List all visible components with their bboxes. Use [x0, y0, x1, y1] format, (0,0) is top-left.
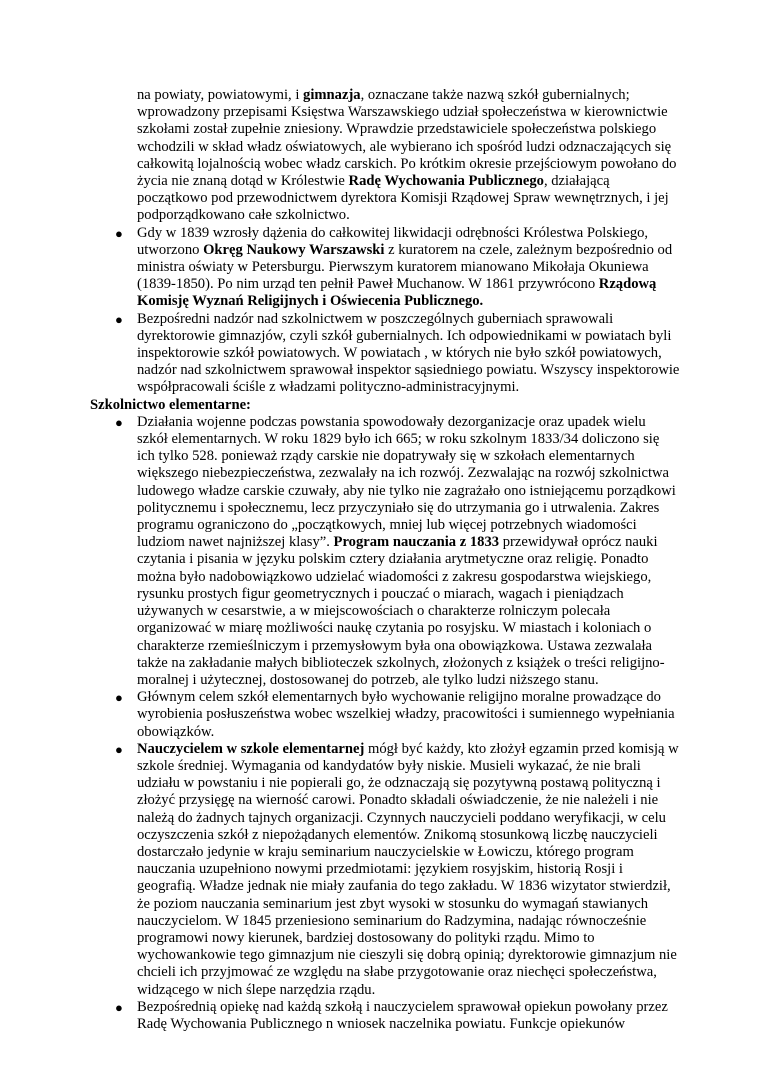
text-run: , oznaczane także nazwą szkół gubernialnych; wprowadzony przepisami Księstwa Warszawskiego udział społeczeństwa w kierownictwie szkołami został zupełnie zniesiony. Wprawdzie przedstawiciele społeczeństwa polskiego wchodzili w skład władz oświatowych, ale wybierano ich spośród ludzi odznaczających się całkowitą lojalnością wobec władz carskich. Po krótkim okresie przejściowym powołano do życia nie znaną dotąd w Królestwie — [137, 87, 677, 190]
text-run: Działania wojenne podczas powstania spowodowały dezorganizacje oraz upadek wielu szkół elementarnych. W roku 1829 było ich 665; w roku szkolnym 1833/34 doliczono się ich tylko 528. ponieważ rządy carskie nie dopatrywały się w szkołach elementarnych większego niebezpieczeństwa, zezwalały na ich rozwój. Zezwalając na rozwój szkolnictwa ludowego władze carskie czuwały, aby nie tylko nie zagrażało ono istniejącemu porządkowi politycznemu i społecznemu, lecz przyczyniało się do utrzymania go i utrwalenia. Zakres programu ograniczono do „początkowych, mniej lub więcej potrzebnych wiadomości ludziom nawet najniższej klasy”. — [137, 413, 676, 551]
bullet-list-administration — [90, 225, 680, 397]
list-item — [90, 414, 680, 689]
bold-term: Program nauczania z 1833 — [333, 534, 500, 551]
bold-term: Okręg Naukowy Warszawski — [203, 241, 385, 258]
text-run: Gdy w 1839 wzrosły dążenia do całkowitej likwidacji odrębności Królestwa Polskiego, utworzono — [137, 224, 649, 258]
bullet-icon: ● — [115, 690, 123, 706]
intro-paragraph — [137, 87, 680, 225]
text-run: mógł być każdy, kto złożył egzamin przed komisją w szkole średniej. Wymagania od kandydatów były niskie. Musieli wykazać, że nie brali udziału w powstaniu i nie popierali go, że odznaczają się pozytywną postawą polityczną i złożyć przysięgę na wierność carowi. Ponadto składali oświadczenie, że nie należeli i nie należą do żadnych tajnych organizacji. Czynnych nauczycieli poddano weryfikacji, w celu oczyszczenia szkół z niepożądanych elementów. Znikomą stosunkową liczbę nauczycieli dostarczało jedynie w kraju seminarium nauczycielskie w Łowiczu, którego program nauczania uzupełniono nowymi przedmiotami: językiem rosyjskim, historią Rosji i geografią. Władze jednak nie miały zaufania do tego zakładu. W 1836 wizytator stwierdził, że poziom nauczania seminarium jest zbyt wysoki w stosunku do wymagań stawianych nauczycielom. W 1845 przeniesiono seminarium do Radzymina, nadając równocześnie programowi nowy kierunek, bardziej dostosowany do polityki rządu. Mimo to wychowankowie tego gimnazjum nie cieszyli się dobrą opinią; dyrektorowie gimnazjum nie chcieli ich przyjmować ze względu na słabe przygotowanie oraz niechęci społeczeństwa, widzącego w nich ślepe narzędzia rządu. — [137, 740, 679, 998]
bullet-icon: ● — [115, 741, 123, 757]
text-run: na powiaty, powiatowymi, i — [137, 87, 304, 103]
text-run: Bezpośrednią opiekę nad każdą szkołą i nauczycielem sprawował opiekun powołany przez Radę Wychowania Publicznego n wniosek naczelnika powiatu. Funkcje opiekunów — [137, 998, 668, 1032]
bullet-list-elementary — [90, 414, 680, 1033]
text-run: Bezpośredni nadzór nad szkolnictwem w poszczególnych guberniach sprawowali dyrektorowie gimnazjów, czyli szkół gubernialnych. Ich odpowiednikami w powiatach byli inspektorowie szkół powiatowych. W powiatach , w których nie było szkół powiatowych, nadzór nad szkolnictwem sprawował inspektor sąsiedniego powiatu. Wszyscy inspektorowie współpracowali ściśle z władzami polityczno-administracyjnymi. — [137, 310, 680, 396]
list-item — [90, 741, 680, 999]
text-run: , działającą początkowo pod przewodnictwem dyrektora Komisji Rządowej Spraw wewnętrznych, i jej podporządkowano całe szkolnictwo. — [137, 173, 669, 224]
text-run: z kuratorem na czele, zależnym bezpośrednio od ministra oświaty w Petersburgu. Pierwszym kuratorem mianowano Mikołaja Okuniewa (1839-1850). Po nim urząd ten pełnił Paweł Muchanow. W 1861 przywrócono — [137, 241, 673, 293]
bullet-icon: ● — [115, 225, 123, 241]
list-item — [90, 689, 680, 741]
page-content — [90, 87, 680, 1033]
bold-term: gimnazja — [303, 87, 361, 103]
text-run: przewidywał oprócz nauki czytania i pisania w języku polskim cztery działania arytmetyczne oraz religię. Ponadto można było nadobowiązkowo udzielać wiadomości z zakresu gospodarstwa wiejskiego, rysunku prostych figur geometrycznych i pouczać o miarach, wagach i pieniądzach używanych w cesarstwie, a w miejscowościach o charakterze rolniczym polecała organizować w miarę możliwości naukę czytania po rosyjsku. W miastach i koloniach o charakterze rzemieślniczym i przemysłowym była ona obowiązkowa. Ustawa zezwalała także na zakładanie małych biblioteczek szkolnych, złożonych z książek o treści religijno-moralnej i użytecznej, dostosowanej do potrzeb, ale tylko ludzi niższego stanu. — [137, 534, 665, 688]
list-item — [90, 225, 680, 311]
list-item — [90, 311, 680, 397]
bullet-icon: ● — [115, 414, 123, 430]
bullet-icon: ● — [115, 999, 123, 1015]
list-item — [90, 999, 680, 1033]
bold-term: Nauczycielem w szkole elementarnej — [137, 740, 365, 757]
section-heading: Szkolnictwo elementarne: — [90, 396, 251, 413]
bold-term: Rządową Komisję Wyznań Religijnych i Oświecenia Publicznego. — [137, 276, 657, 310]
text-run: Głównym celem szkół elementarnych było wychowanie religijno moralne prowadzące do wyrobienia posłuszeństwa wobec wszelkiej władzy, pracowitości i sumiennego wypełniania obowiązków. — [137, 689, 675, 740]
bullet-icon: ● — [115, 311, 123, 327]
bold-term: Radę Wychowania Publicznego — [348, 173, 544, 190]
